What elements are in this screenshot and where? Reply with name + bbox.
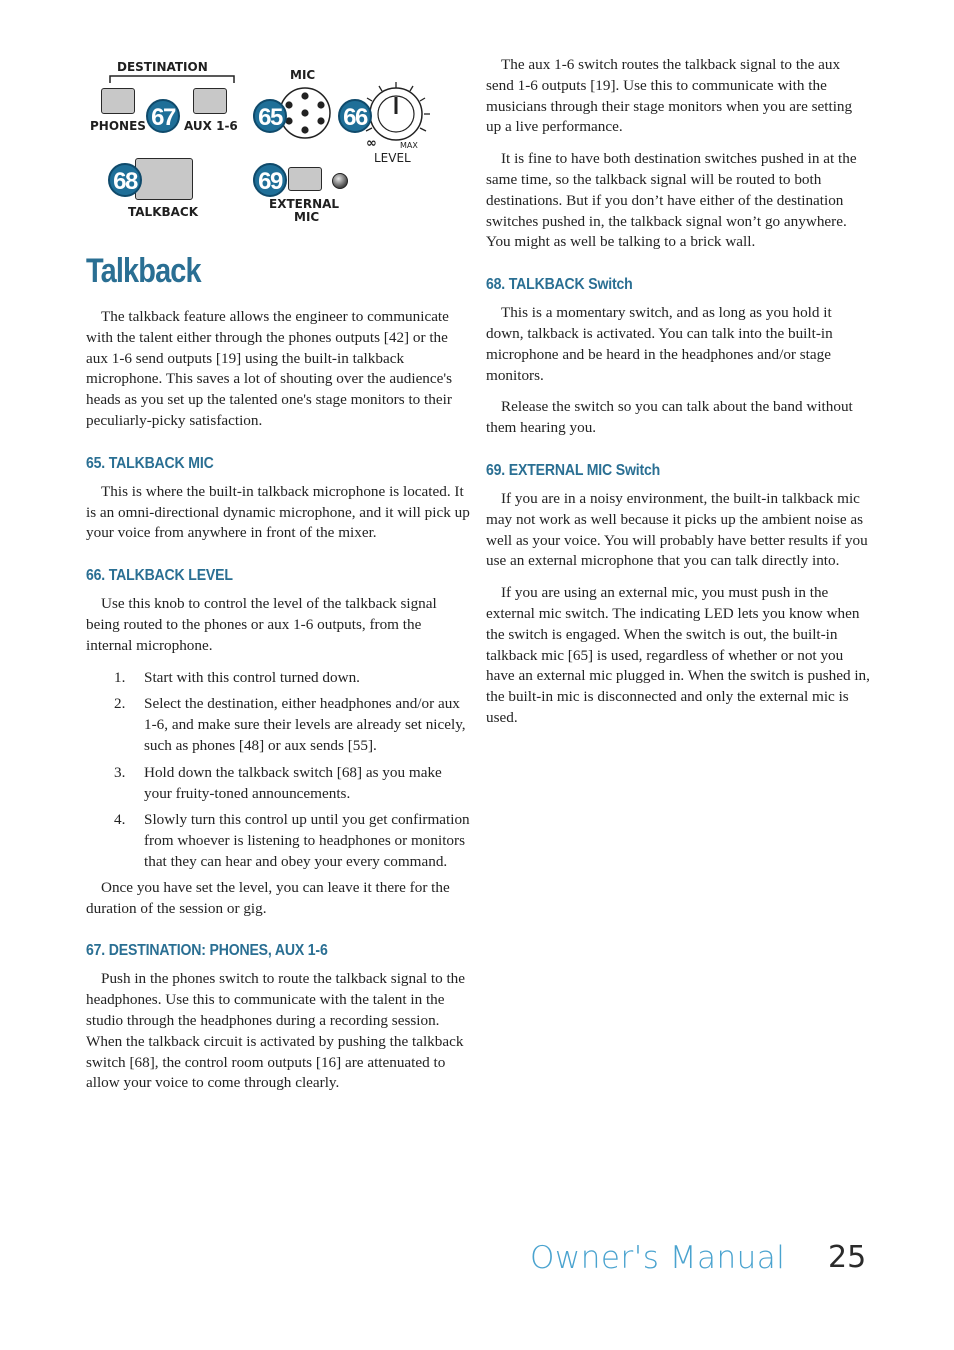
level-steps-list	[86, 668, 470, 873]
external-mic-label: MIC	[294, 210, 320, 224]
list-item: 1. Start with this control turned down.	[114, 668, 360, 686]
aux-label: AUX 1-6	[184, 119, 238, 133]
aux-switch[interactable]	[193, 88, 227, 114]
badge-69: 69	[253, 163, 287, 197]
phones-switch[interactable]	[101, 88, 135, 114]
page-number: 25	[828, 1240, 867, 1275]
section-68-release-paragraph: Release the switch so you can talk about the band without them hearing you.	[486, 398, 853, 437]
section-heading-69: 69. EXTERNAL MIC Switch	[486, 461, 661, 479]
mic-label: MIC	[290, 68, 316, 82]
level-max-label: MAX	[400, 141, 418, 150]
list-item: 2. Select the destination, either headphones and/or aux 1-6, and make sure their levels are already set nicely, such as phones [48] or aux sends [55].	[114, 695, 466, 754]
section-67-paragraph: Push in the phones switch to route the talkback signal to the headphones. Use this to communicate with the talent in the studio through the headphones during a recording session. When the talkback circuit is activated by pushing the talkback switch [68], the control room outputs [16] are attenuated to allow your voice to come through clearly.	[86, 970, 466, 1092]
intro-paragraph: The talkback feature allows the engineer to communicate with the talent either through the phones outputs [42] or the aux 1-6 send outputs [19] using the built-in talkback microphone. This saves a lot of shouting over the audience's heads as you set up the talented one's stage monitors to their peculiarly-picky satisfaction.	[86, 308, 453, 429]
left-column	[86, 307, 470, 1094]
section-69-paragraph: If you are in a noisy environment, the built-in talkback mic may not work as well because it picks up the ambient noise as well as your voice. You will probably have better results if you use an external microphone that you can talk directly into.	[486, 489, 868, 570]
external-mic-switch[interactable]	[288, 167, 322, 191]
talkback-label: TALKBACK	[128, 205, 199, 219]
badge-65: 65	[253, 99, 287, 133]
destination-bracket	[108, 74, 236, 84]
list-item: 3. Hold down the talkback switch [68] as you make your fruity-toned announcements.	[114, 763, 442, 802]
section-69-external-paragraph: If you are using an external mic, you must push in the external mic switch. The indicating LED lets you know when the switch is engaged. When the switch is out, the built-in talkback mic [65] is used, regardless of whether or not you have an external mic plugged in. When the switch is pushed in, the built-in mic is disconnected and only the external mic is used.	[486, 584, 870, 726]
section-66-closing-paragraph: Once you have set the level, you can leave it there for the duration of the session or gig.	[86, 878, 450, 917]
level-min-label: ∞	[366, 136, 377, 151]
talkback-controls-diagram	[86, 52, 446, 232]
talkback-switch[interactable]	[135, 158, 193, 200]
section-heading-68: 68. TALKBACK Switch	[486, 276, 633, 294]
section-65-paragraph: This is where the built-in talkback microphone is located. It is an omni-directional dynamic microphone, and it will pick up your voice from anywhere in front of the mixer.	[86, 482, 470, 542]
external-mic-led	[331, 172, 349, 190]
section-68-paragraph: This is a momentary switch, and as long as you hold it down, talkback is activated. You can talk into the built-in microphone and be heard in the headphones and/or stage monitors.	[486, 304, 833, 384]
level-label: LEVEL	[374, 151, 411, 165]
section-heading-65: 65. TALKBACK MIC	[86, 454, 214, 472]
badge-68: 68	[108, 163, 142, 197]
section-67-aux-paragraph: The aux 1-6 switch routes the talkback signal to the aux send 1-6 outputs [19]. Use this to communicate with the musicians through their stage monitors when you are setting up a live performance.	[486, 56, 853, 136]
badge-66: 66	[338, 99, 372, 133]
destination-label: DESTINATION	[117, 60, 208, 74]
badge-67: 67	[146, 99, 180, 133]
phones-label: PHONES	[90, 119, 146, 133]
right-column	[486, 55, 870, 729]
section-heading-67: 67. DESTINATION: PHONES, AUX 1-6	[86, 942, 328, 960]
page-title: Talkback	[86, 252, 201, 290]
list-item: 4. Slowly turn this control up until you get confirmation from whoever is listening to headphones or monitors that they can hear and obey your every command.	[114, 811, 470, 870]
footer-manual-label: Owner's Manual	[530, 1240, 786, 1276]
section-67-both-paragraph: It is fine to have both destination switches pushed in at the same time, so the talkback signal will be routed to both destinations. But if you don’t have either of the destination switches pushed in, the talkback signal won’t go anywhere. You might as well be talking to a brick wall.	[486, 150, 857, 251]
section-66-paragraph: Use this knob to control the level of the talkback signal being routed to the phones or aux 1-6 outputs, from the internal microphone.	[86, 595, 437, 654]
external-label: EXTERNAL	[269, 197, 340, 211]
section-heading-66: 66. TALKBACK LEVEL	[86, 567, 233, 585]
